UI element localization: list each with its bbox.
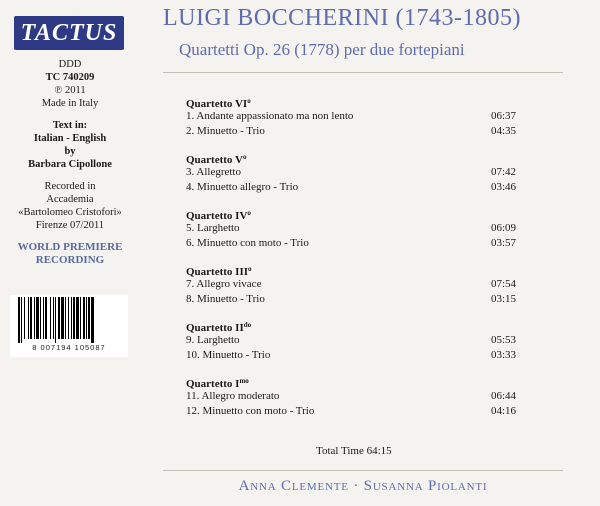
barcode-bar [61,297,64,339]
quartet-title [186,94,516,109]
track-title: 11. Allegro moderato [186,390,280,402]
track-row [186,348,516,363]
barcode-bar [83,297,85,339]
barcode-bar [18,297,20,343]
bottom-divider [163,470,563,471]
track-row [186,333,516,348]
text-author: Barbara Cipollone [28,159,112,170]
barcode-bar [73,297,75,339]
text-languages: Italian - English [33,133,107,144]
track-duration: 06:37 [490,110,516,122]
track-duration: 07:42 [490,166,516,178]
track-duration: 03:46 [490,181,516,193]
track-duration: 03:33 [490,349,516,361]
composer-title: LUIGI BOCCHERINI (1743-1805) [163,5,521,31]
barcode-bar [58,297,60,339]
quartet-block [186,374,516,419]
text-in-label: Text in: [52,120,88,131]
barcode-bar [28,297,29,339]
recorded-line-2: Accademia [46,194,94,205]
quartet-name: Quartetto VI [186,98,248,110]
track-duration: 03:15 [490,293,516,305]
catalog-number: TC 740209 [45,72,95,83]
quartet-block [186,150,516,195]
track-duration: 05:53 [490,334,516,346]
barcode-bar [65,297,66,339]
barcode-bar [71,297,72,339]
barcode-bar [88,297,90,339]
track-row [186,389,516,404]
track-title: 2. Minuetto - Trio [186,125,265,137]
logo-text: TACTUS [20,19,118,46]
track-duration: 03:57 [490,237,516,249]
top-divider [163,72,563,73]
barcode-bar [21,297,22,343]
track-row [186,236,516,251]
track-title: 12. Minuetto con moto - Trio [186,405,315,417]
quartet-block [186,206,516,251]
barcode-bar [34,297,35,339]
quartet-title [186,206,516,221]
track-title: 1. Andante appassionato ma non lento [186,110,354,122]
track-title: 5. Larghetto [186,222,240,234]
track-row [186,404,516,419]
quartet-name: Quartetto II [186,322,244,334]
track-duration: 04:16 [490,405,516,417]
quartet-ordinal: do [243,321,252,329]
tracklist [186,94,516,430]
barcode-bar [76,297,79,339]
quartet-name: Quartetto III [186,266,249,278]
track-duration: 06:09 [490,222,516,234]
quartet-ordinal: mo [239,377,249,385]
track-row [186,109,516,124]
barcode-bar [55,297,56,343]
barcode-bar [68,297,69,339]
quartet-ordinal: o [248,265,252,273]
quartet-block [186,318,516,363]
recorded-line-3: «Bartolomeo Cristofori» [18,207,122,218]
release-info [0,58,140,267]
premiere-line-2: RECORDING [35,254,105,266]
barcode-bar [36,297,39,339]
barcode-bar [43,297,44,339]
track-row [186,124,516,139]
track-title: 8. Minuetto - Trio [186,293,265,305]
track-row [186,292,516,307]
track-row [186,165,516,180]
quartet-ordinal: o [247,209,251,217]
performers: Anna Clemente · Susanna Piolanti [238,478,488,494]
ddd-code: DDD [58,59,82,70]
barcode-bar [91,297,94,343]
premiere-line-1: WORLD PREMIERE [17,241,123,253]
barcode-bars [16,297,122,343]
made-in: Made in Italy [41,98,99,109]
quartet-name: Quartetto V [186,154,243,166]
barcode-bar [50,297,51,339]
phonogram-year: ℗ 2011 [54,85,86,96]
recorded-line-1: Recorded in [44,181,96,192]
quartet-name: Quartetto I [186,378,240,390]
track-title: 3. Allegretto [186,166,241,178]
track-title: 10. Minuetto - Trio [186,349,271,361]
quartet-title [186,150,516,165]
track-title: 4. Minuetto allegro - Trio [186,181,299,193]
track-duration: 04:35 [490,125,516,137]
track-row [186,180,516,195]
barcode-number: 8 007194 105087 [32,343,106,352]
quartet-ordinal: o [242,153,247,161]
barcode-bar [80,297,81,339]
track-duration: 06:44 [490,390,516,402]
barcode-bar [45,297,47,339]
quartet-title [186,374,516,389]
quartet-ordinal: o [247,97,251,105]
track-title: 7. Allegro vivace [186,278,262,290]
track-row [186,277,516,292]
track-duration: 07:54 [490,278,516,290]
barcode-bar [24,297,25,339]
quartet-title [186,262,516,277]
quartet-title [186,318,516,333]
tactus-logo [14,16,124,50]
barcode-bar [40,297,41,339]
track-row [186,221,516,236]
barcode-bar [30,297,32,339]
total-time: Total Time 64:15 [316,445,392,457]
work-title: Quartetti Op. 26 (1778) per due fortepiani [179,40,465,59]
barcode-bar [53,297,54,339]
text-by: by [64,146,76,157]
track-title: 9. Larghetto [186,334,240,346]
quartet-name: Quartetto IV [186,210,248,222]
quartet-block [186,94,516,139]
quartet-block [186,262,516,307]
barcode-bar [86,297,87,339]
barcode [10,295,128,357]
track-title: 6. Minuetto con moto - Trio [186,237,309,249]
recorded-line-4: Firenze 07/2011 [35,220,105,231]
